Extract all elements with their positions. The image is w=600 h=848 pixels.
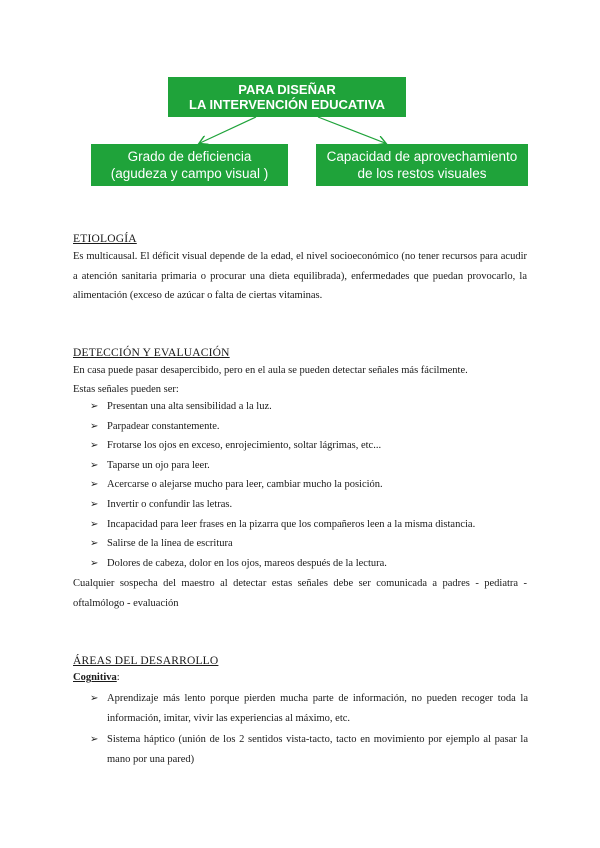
list-item: ➢ Invertir o confundir las letras. bbox=[90, 498, 233, 510]
list-item: ➢ Frotarse los ojos en exceso, enrojecimiento, soltar lágrimas, etc... bbox=[90, 440, 382, 452]
arrow-bullet-icon: ➢ bbox=[90, 420, 99, 432]
box-left-line1: Grado de deficiencia bbox=[127, 149, 252, 164]
box-right-line2: de los restos visuales bbox=[357, 166, 487, 181]
arrow-bullet-icon: ➢ bbox=[90, 401, 99, 412]
deteccion-intro2: Estas señales pueden ser: bbox=[73, 384, 179, 395]
arrow-bullet-icon: ➢ bbox=[90, 557, 99, 569]
areas-heading: ÁREAS DEL DESARROLLO bbox=[73, 655, 219, 667]
arrow-bullet-icon: ➢ bbox=[90, 479, 99, 491]
diagram-box-capacidad bbox=[316, 144, 528, 186]
arrow-left bbox=[200, 117, 256, 143]
list-item: ➢ Sistema háptico (unión de los 2 sentidos vista-tacto, tacto en movimiento por ejemplo al pasar la mano por una pared) bbox=[90, 730, 528, 769]
signals-list bbox=[90, 401, 475, 577]
box-right-line1: Capacidad de aprovechamiento bbox=[326, 149, 518, 164]
arrow-bullet-icon: ➢ bbox=[90, 693, 99, 704]
list-item: ➢ Acercarse o alejarse mucho para leer, cambiar mucho la posición. bbox=[90, 479, 383, 491]
list-item: ➢ Taparse un ojo para leer. bbox=[90, 459, 210, 471]
list-item: ➢ Salirse de la línea de escritura bbox=[90, 538, 233, 550]
etiologia-text: Es multicausal. El déficit visual depende de la edad, el nivel socioeconómico (no tener recursos para acudir a atención sanitaria primaria o procurar una dieta equilibrada), enfermedades que puedan provocarlo, la alimentación (exceso de azúcar o falta de ciertas vitaminas. bbox=[73, 251, 527, 301]
list-item: ➢ Dolores de cabeza, dolor en los ojos, mareos después de la lectura. bbox=[90, 557, 387, 569]
arrow-right bbox=[318, 117, 385, 143]
box-top-line1: PARA DISEÑAR bbox=[238, 82, 336, 97]
list-item: ➢ Parpadear constantemente. bbox=[90, 420, 220, 432]
arrow-bullet-icon: ➢ bbox=[90, 518, 99, 530]
list-item: ➢ Presentan una alta sensibilidad a la luz. bbox=[90, 401, 272, 412]
box-left-line2: (agudeza y campo visual ) bbox=[110, 166, 269, 181]
diagram-box-intervencion bbox=[168, 77, 406, 117]
arrow-bullet-icon: ➢ bbox=[90, 498, 99, 510]
cognitiva-label: Cognitiva: bbox=[73, 672, 120, 683]
etiologia-heading: ETIOLOGÍA bbox=[73, 233, 137, 245]
cognitiva-list bbox=[90, 689, 528, 771]
arrow-bullet-icon: ➢ bbox=[90, 734, 99, 745]
deteccion-closing: Cualquier sospecha del maestro al detectar estas señales debe ser comunicada a padres - pediatra - oftalmólogo - evaluación bbox=[73, 578, 527, 609]
deteccion-intro: En casa puede pasar desapercibido, pero en el aula se pueden detectar señales más fácilmente. bbox=[73, 365, 468, 376]
list-item: ➢ Incapacidad para leer frases en la pizarra que los compañeros leen a la misma distancia. bbox=[90, 518, 476, 530]
deteccion-heading: DETECCIÓN Y EVALUACIÓN bbox=[73, 347, 230, 359]
list-item: ➢ Aprendizaje más lento porque pierden mucha parte de información, no pueden recoger toda la información, imitar, vivir las experiencias al máximo, etc. bbox=[90, 689, 528, 728]
arrow-bullet-icon: ➢ bbox=[90, 459, 99, 471]
diagram-box-grado-deficiencia bbox=[91, 144, 288, 186]
cognitiva-subheading: Cognitiva bbox=[73, 672, 117, 683]
box-top-line2: LA INTERVENCIÓN EDUCATIVA bbox=[189, 97, 385, 112]
arrow-bullet-icon: ➢ bbox=[90, 538, 99, 550]
arrow-bullet-icon: ➢ bbox=[90, 440, 99, 452]
